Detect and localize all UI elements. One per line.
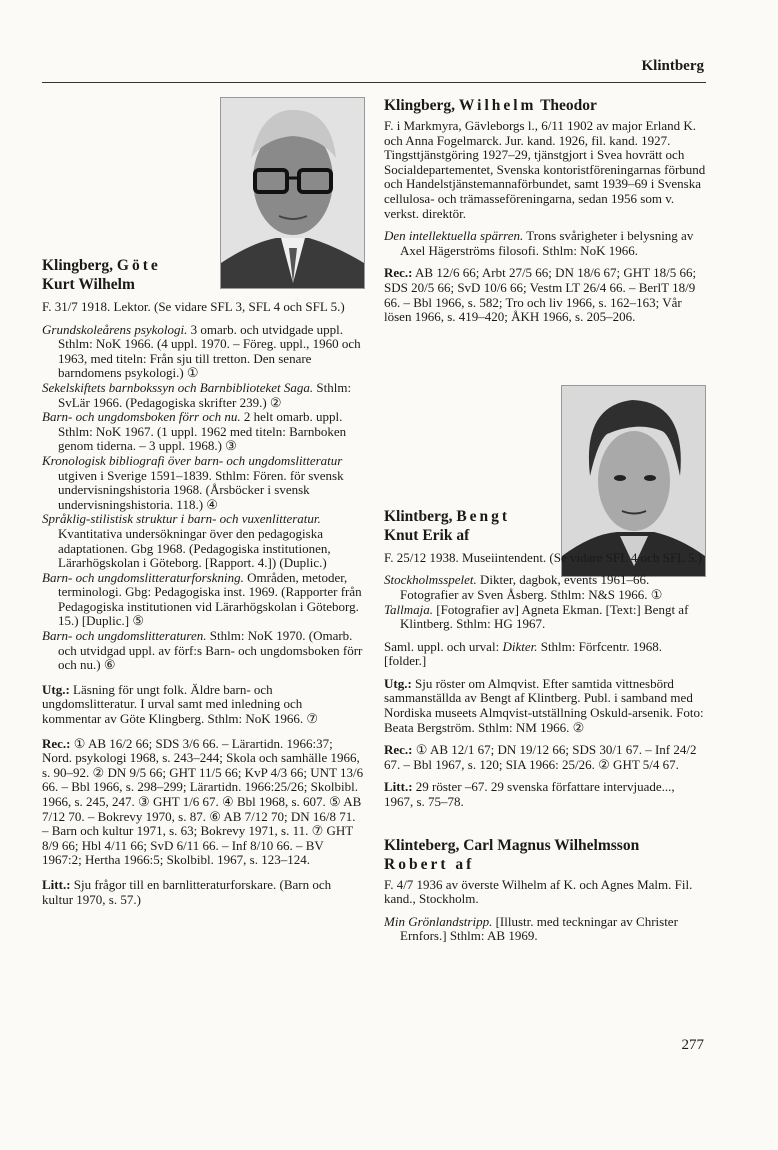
works-list: [42, 323, 364, 673]
work-item: [384, 229, 706, 258]
work-text: Sthlm: SvLär 1966. (Pedagogiska skrifter 239.) ②: [58, 379, 352, 410]
work-text: Trons svårigheter i belysning av Axel Hägerströms filosofi. Sthlm: NoK 1966.: [400, 228, 694, 258]
bio: F. 4/7 1936 av överste Wilhelm af K. och Agnes Malm. Fil. kand., Stockholm.: [384, 876, 693, 907]
work-item: [42, 629, 364, 673]
work-title: Den intellektuella spärren.: [384, 228, 524, 244]
rec-section: [384, 266, 706, 324]
bio: F. i Markmyra, Gävleborgs l., 6/11 1902 av major Erland K. och Anna Fogelmarck. Jur. kand. 1926, fil. kand. 1927. Tingsttjänstgöring 1927–29, tjänstgjort i Svea hovrätt och Socialdepartementet, Svenska kontoristföreningarnas förbund och Handelstjänstemannaförbundet, samt 1939–69 i Svenska cellulosa- och trämasseföreningarna, sedan 1956 som v. verkst. direktör.: [384, 118, 706, 221]
entry-heading-bengt: [384, 507, 554, 545]
running-head: Klintberg: [641, 58, 704, 74]
work-item: [42, 381, 364, 410]
heading-surname: Klintberg,: [384, 507, 457, 525]
work-text: Områden, metoder, terminologi. Gbg: Pedagogiska inst. 1969. (Rapporter från Pedagogiska institutionen vid Lärarhögskolan i Göteborg. 15.) [Duplic.] ⑤: [58, 569, 362, 629]
left-column: [42, 96, 364, 907]
heading-surname: Klingberg,: [384, 97, 459, 114]
work-item: [384, 573, 706, 602]
litt-text: 29 röster –67. 29 svenska författare intervjuade..., 1967, s. 75–78.: [384, 779, 675, 810]
heading-spaced-name: Robert af: [384, 855, 475, 873]
heading-rest: Kurt Wilhelm: [42, 276, 135, 293]
rec-label: Rec.:: [384, 265, 413, 281]
work-text: Kvantitativa undersökningar över den pedagogiska adaptationen. Gbg 1968. (Pedagogiska institutionen, Lärarhögskolan i Göteborg. [Rapport. 4.]) (Duplic.): [58, 525, 331, 571]
work-item: [384, 603, 706, 632]
work-title: Tallmaja.: [384, 601, 434, 617]
header-rule: [42, 82, 706, 83]
work-text: Sthlm: NoK 1970. (Omarb. och utvidgad uppl. av förf:s Barn- och ungdomsboken förr och nu.) ⑥: [58, 628, 363, 673]
heading-spaced-name: Göte: [116, 257, 161, 274]
work-text: utgiven i Sverige 1591–1839. Sthlm: Fören. för svensk undervisningshistoria 1968. (Årsböcker i svensk undervisningshistoria. 118.) ④: [58, 467, 344, 512]
work-item: [42, 454, 364, 512]
work-text: 3 omarb. och utvidgade uppl. Sthlm: NoK 1966. (4 uppl. 1970. – Föreg. uppl., 1960 och 1963, med titeln: Från sju till tretton. Den senare barndomens psykologi.) ①: [58, 321, 361, 381]
litt-label: Litt.:: [42, 876, 71, 892]
work-item: [42, 512, 364, 570]
page-number: 277: [681, 1037, 704, 1053]
heading-surname: Klingberg,: [42, 257, 117, 274]
saml-text-end: Sthlm: Förfcentr. 1968. [folder.]: [384, 638, 663, 669]
work-text: Dikter, dagbok, events 1961–66. Fotografier av Sven Åsberg. Sthlm: N&S 1966. ①: [400, 572, 663, 602]
saml-section: [384, 640, 706, 669]
work-item: [42, 410, 364, 454]
work-item: [42, 323, 364, 381]
work-item: [384, 915, 706, 944]
work-title: Stockholmsspelet.: [384, 572, 477, 588]
utg-section: [42, 683, 364, 727]
work-title: Barn- och ungdomslitteraturforskning.: [42, 569, 244, 585]
work-text: 2 helt omarb. uppl. Sthlm: NoK 1967. (1 uppl. 1962 med titeln: Barnboken genom tiderna. – 3 uppl. 1968.) ③: [58, 409, 347, 454]
utg-section: [384, 677, 706, 735]
heading-spaced-name: Bengt: [456, 507, 511, 525]
work-text: [Fotografier av] Agneta Ekman. [Text:] Bengt af Klintberg. Sthlm: HG 1967.: [400, 601, 689, 632]
utg-text: Sju röster om Almqvist. Efter samtida vittnesbörd sammanställda av Bengt af Klintberg. Publ. i samband med Nordiska museets Almqvist-utställning Oskuld-arsenik. Foto: Beata Bergström. Sthlm: NM 1966. ②: [384, 675, 704, 735]
bio: F. 25/12 1938. Museiintendent. (Se vidare SFL 4 och SFL 5.): [384, 549, 702, 565]
work-item: [42, 571, 364, 629]
saml-text: Saml. uppl. och urval:: [384, 638, 503, 654]
work-title: Kronologisk bibliografi över barn- och ungdomslitteratur: [42, 452, 343, 468]
entry-heading-gote: [42, 256, 364, 294]
utg-label: Utg.:: [384, 675, 412, 691]
work-title: Barn- och ungdomsboken förr och nu.: [42, 409, 241, 425]
work-title: Min Grönlandstripp.: [384, 913, 493, 929]
litt-text: Sju frågor till en barnlitteraturforskare. (Barn och kultur 1970, s. 57.): [42, 876, 332, 907]
bio: F. 31/7 1918. Lektor. (Se vidare SFL 3, SFL 4 och SFL 5.): [42, 299, 345, 314]
entry-heading-wilhelm: [384, 96, 706, 115]
litt-section: [42, 878, 364, 907]
rec-label: Rec.:: [384, 742, 413, 758]
right-column: [384, 96, 706, 944]
work-text: [Illustr. med teckningar av Christer Ernfors.] Sthlm: AB 1969.: [400, 913, 678, 944]
work-title: Barn- och ungdomslitteraturen.: [42, 628, 207, 644]
heading-rest: Theodor: [536, 97, 597, 114]
utg-text: Läsning för ungt folk. Äldre barn- och ungdomslitteratur. I urval samt med inledning och kommentar av Göte Klingberg. Sthlm: NoK 1966. ⑦: [42, 681, 319, 727]
rec-text: AB 12/6 66; Arbt 27/5 66; DN 18/6 67; GHT 18/5 66; SDS 20/5 66; SvD 10/6 66; Vestm LT 26/4 66. – BerlT 18/9 66. – Bbl 1966, s. 582; Tro och liv 1966, s. 162–163; Vår lösen 1966, s. 419–420; ÅKH 1966, s. 205–206.: [384, 265, 697, 325]
saml-title: Dikter.: [502, 638, 538, 654]
heading-spaced-name: Wilhelm: [458, 97, 537, 114]
litt-label: Litt.:: [384, 779, 413, 795]
entry-heading-robert: [384, 836, 706, 874]
rec-section: [384, 743, 706, 772]
heading-surname: Klinteberg, Carl Magnus Wilhelmsson: [384, 836, 640, 854]
work-title: Grundskoleårens psykologi.: [42, 321, 188, 337]
work-title: Sekelskiftets barnbokssyn och Barnbiblioteket Saga.: [42, 379, 314, 395]
rec-section: [42, 737, 364, 868]
rec-text: ① AB 16/2 66; SDS 3/6 66. – Lärartidn. 1966:37; Nord. psykologi 1968, s. 243–244; Skola och samhälle 1966, s. 90–92. ② DN 9/5 66; GHT 11/5 66; KvP 4/3 66; UNT 13/6 66. – Bbl 1966, s. 298–299; Lärartidn. 1966:25/26; Skolbibl. 1966, s. 245, 247. ③ GHT 1/6 67. ④ Bbl 1968, s. 607. ⑤ AB 7/12 70. – Bokrevy 1970, s. 87. ⑥ AB 7/12 70; DN 16/8 71. – Barn och kultur 1971, s. 63; Bokrevy 1971, s. 11. ⑦ GHT 8/9 66; Hbl 4/11 66; SvD 6/11 66. – Inf 8/10 66. – BV 1967:2; Hertha 1966:5; Skolbibl. 1967, s. 123–124.: [42, 735, 364, 868]
rec-text: ① AB 12/1 67; DN 19/12 66; SDS 30/1 67. – Inf 24/2 67. – Bbl 1967, s. 120; SIA 1966: 25/26. ② GHT 5/4 67.: [384, 742, 697, 772]
work-title: Språklig-stilistisk struktur i barn- och vuxenlitteratur.: [42, 511, 321, 527]
litt-section: [384, 780, 706, 809]
heading-rest: Knut Erik af: [384, 526, 470, 544]
rec-label: Rec.:: [42, 735, 71, 751]
utg-label: Utg.:: [42, 681, 70, 697]
